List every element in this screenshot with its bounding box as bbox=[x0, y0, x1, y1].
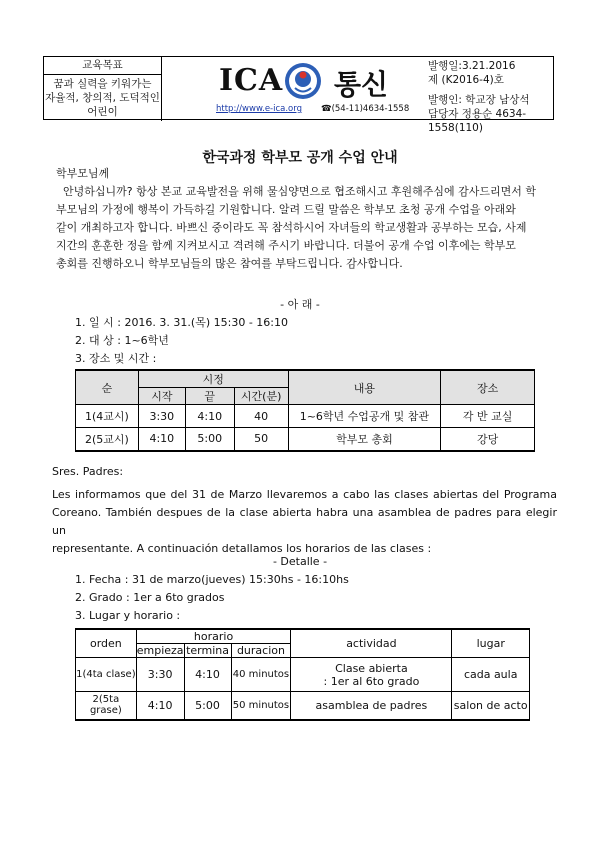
table-header-content: actividad bbox=[291, 629, 452, 658]
table-header-start: empieza bbox=[136, 644, 184, 657]
korean-item: 1. 일 시 : 2016. 3. 31.(목) 15:30 - 16:10 bbox=[75, 316, 288, 329]
korean-salutation: 학부모님께 bbox=[56, 167, 110, 180]
body-line: 같이 개최하고자 합니다. 바쁘신 중이라도 꼭 참석하시어 자녀들의 학교생활과 공부하는 모습, 사제 bbox=[56, 221, 527, 234]
korean-item: 2. 대 상 : 1~6학년 bbox=[75, 334, 169, 347]
spanish-item: 3. Lugar y horario : bbox=[75, 609, 181, 622]
cell-place: 각 반 교실 bbox=[441, 405, 535, 428]
spanish-detail-heading: - Detalle - bbox=[272, 555, 328, 568]
cell-start: 3:30 bbox=[138, 405, 185, 428]
body-line: 지간의 훈훈한 정을 함께 지켜보시고 격려해 주시기 바랍니다. 더불어 공개 수업 이후에는 학부모 bbox=[56, 239, 516, 252]
spanish-schedule-table bbox=[75, 628, 530, 721]
body-line: representante. A continuación detallamos los horarios de las clases : bbox=[52, 542, 432, 555]
cell-content-line: Clase abierta bbox=[335, 661, 408, 675]
table-header-order: orden bbox=[76, 629, 137, 658]
cell-content: 1~6학년 수업공개 및 참관 bbox=[288, 405, 441, 428]
body-line: 총회를 진행하오니 학부모님들의 많은 참여를 부탁드립니다. 감사합니다. bbox=[56, 257, 403, 270]
cell-duration: 50 bbox=[234, 428, 288, 451]
cell-end: 5:00 bbox=[184, 692, 231, 720]
education-goal-label: 교육목표 bbox=[44, 57, 162, 75]
ica-logo-icon bbox=[283, 61, 323, 101]
spanish-body bbox=[52, 486, 557, 558]
goal-line: 자율적, 창의적, 도덕적인 bbox=[45, 92, 160, 104]
issue-date: 발행일:3.21.2016 bbox=[428, 60, 516, 72]
table-header-duration: 시간(분) bbox=[234, 388, 288, 405]
table-row bbox=[76, 658, 530, 692]
table-header-start: 시작 bbox=[138, 388, 185, 405]
cell-content: asamblea de padres bbox=[291, 692, 452, 720]
table-row bbox=[76, 428, 535, 451]
phone-number: ☎(54-11)4634-1558 bbox=[321, 104, 410, 114]
cell-place: 강당 bbox=[441, 428, 535, 451]
table-header-order: 순 bbox=[76, 370, 139, 405]
cell-order: 2(5교시) bbox=[76, 428, 139, 451]
goal-line: 꿈과 실력을 키워가는 bbox=[53, 78, 152, 90]
brand-tongsin: 통신 bbox=[334, 68, 389, 101]
table-header-end: 끝 bbox=[185, 388, 234, 405]
korean-schedule-table bbox=[75, 369, 535, 452]
cell-duration: 40 bbox=[234, 405, 288, 428]
spanish-item: 1. Fecha : 31 de marzo(jueves) 15:30hs - 16:10hs bbox=[75, 573, 349, 586]
table-header-place: lugar bbox=[452, 629, 530, 658]
table-row bbox=[76, 692, 530, 720]
table-header-content: 내용 bbox=[288, 370, 441, 405]
korean-detail-heading: - 아 래 - bbox=[280, 298, 320, 311]
table-header-time: horario bbox=[136, 629, 291, 644]
education-goal-text bbox=[44, 75, 162, 121]
cell-end: 4:10 bbox=[184, 658, 231, 692]
issue-info bbox=[428, 59, 515, 87]
table-header-duration: duracion bbox=[231, 644, 291, 658]
cell-start: 3:30 bbox=[136, 658, 184, 692]
contact-info bbox=[428, 93, 553, 135]
cell-content-line: : 1er al 6to grado bbox=[323, 674, 420, 688]
cell-end: 4:10 bbox=[185, 405, 234, 428]
cell-order: 1(4ta clase) bbox=[76, 658, 137, 692]
body-line: Les informamos que del 31 de Marzo llevaremos a cabo las clases abiertas del Programa bbox=[52, 488, 557, 501]
issue-number: 제 (K2016-4)호 bbox=[428, 74, 504, 86]
cell-order: 2(5ta grase) bbox=[76, 692, 137, 720]
cell-duration: 50 minutos bbox=[231, 692, 291, 720]
goal-line: 어린이 bbox=[87, 106, 118, 118]
cell-order: 1(4교시) bbox=[76, 405, 139, 428]
newsletter-header bbox=[43, 56, 554, 134]
korean-body bbox=[56, 183, 556, 273]
spanish-salutation: Sres. Padres: bbox=[52, 465, 124, 478]
korean-item: 3. 장소 및 시간 : bbox=[75, 352, 157, 365]
cell-place: cada aula bbox=[452, 658, 530, 692]
table-header-place: 장소 bbox=[441, 370, 535, 405]
spanish-item: 2. Grado : 1er a 6to grados bbox=[75, 591, 225, 604]
table-row bbox=[76, 405, 535, 428]
brand-ica: ICA bbox=[219, 63, 284, 98]
table-header-end: termina bbox=[184, 644, 231, 658]
body-line: Coreano. También despues de la clase abierta habra una asamblea de padres para elegir un bbox=[52, 506, 557, 537]
cell-content bbox=[291, 658, 452, 692]
cell-end: 5:00 bbox=[185, 428, 234, 451]
publisher: 발행인: 학교장 남상석 bbox=[428, 94, 530, 106]
body-line: 안녕하십니까? 항상 본교 교육발전을 위해 물심양면으로 협조해시고 후원해주심에 감사드리면서 학 bbox=[56, 185, 536, 198]
table-header-time: 시정 bbox=[138, 370, 288, 388]
cell-duration: 40 minutos bbox=[231, 658, 291, 692]
cell-start: 4:10 bbox=[136, 692, 184, 720]
cell-content: 학부모 총회 bbox=[288, 428, 441, 451]
body-line: 부모님의 가정에 행복이 가득하길 기원합니다. 알려 드릴 말씀은 학부모 초청 공개 수업을 아래와 bbox=[56, 203, 516, 216]
website-link[interactable]: http://www.e-ica.org bbox=[216, 104, 303, 114]
manager: 담당자 정용순 4634-1558(110) bbox=[428, 108, 527, 134]
cell-place: salon de acto bbox=[452, 692, 530, 720]
cell-start: 4:10 bbox=[138, 428, 185, 451]
page-title: 한국과정 학부모 공개 수업 안내 bbox=[202, 150, 398, 166]
